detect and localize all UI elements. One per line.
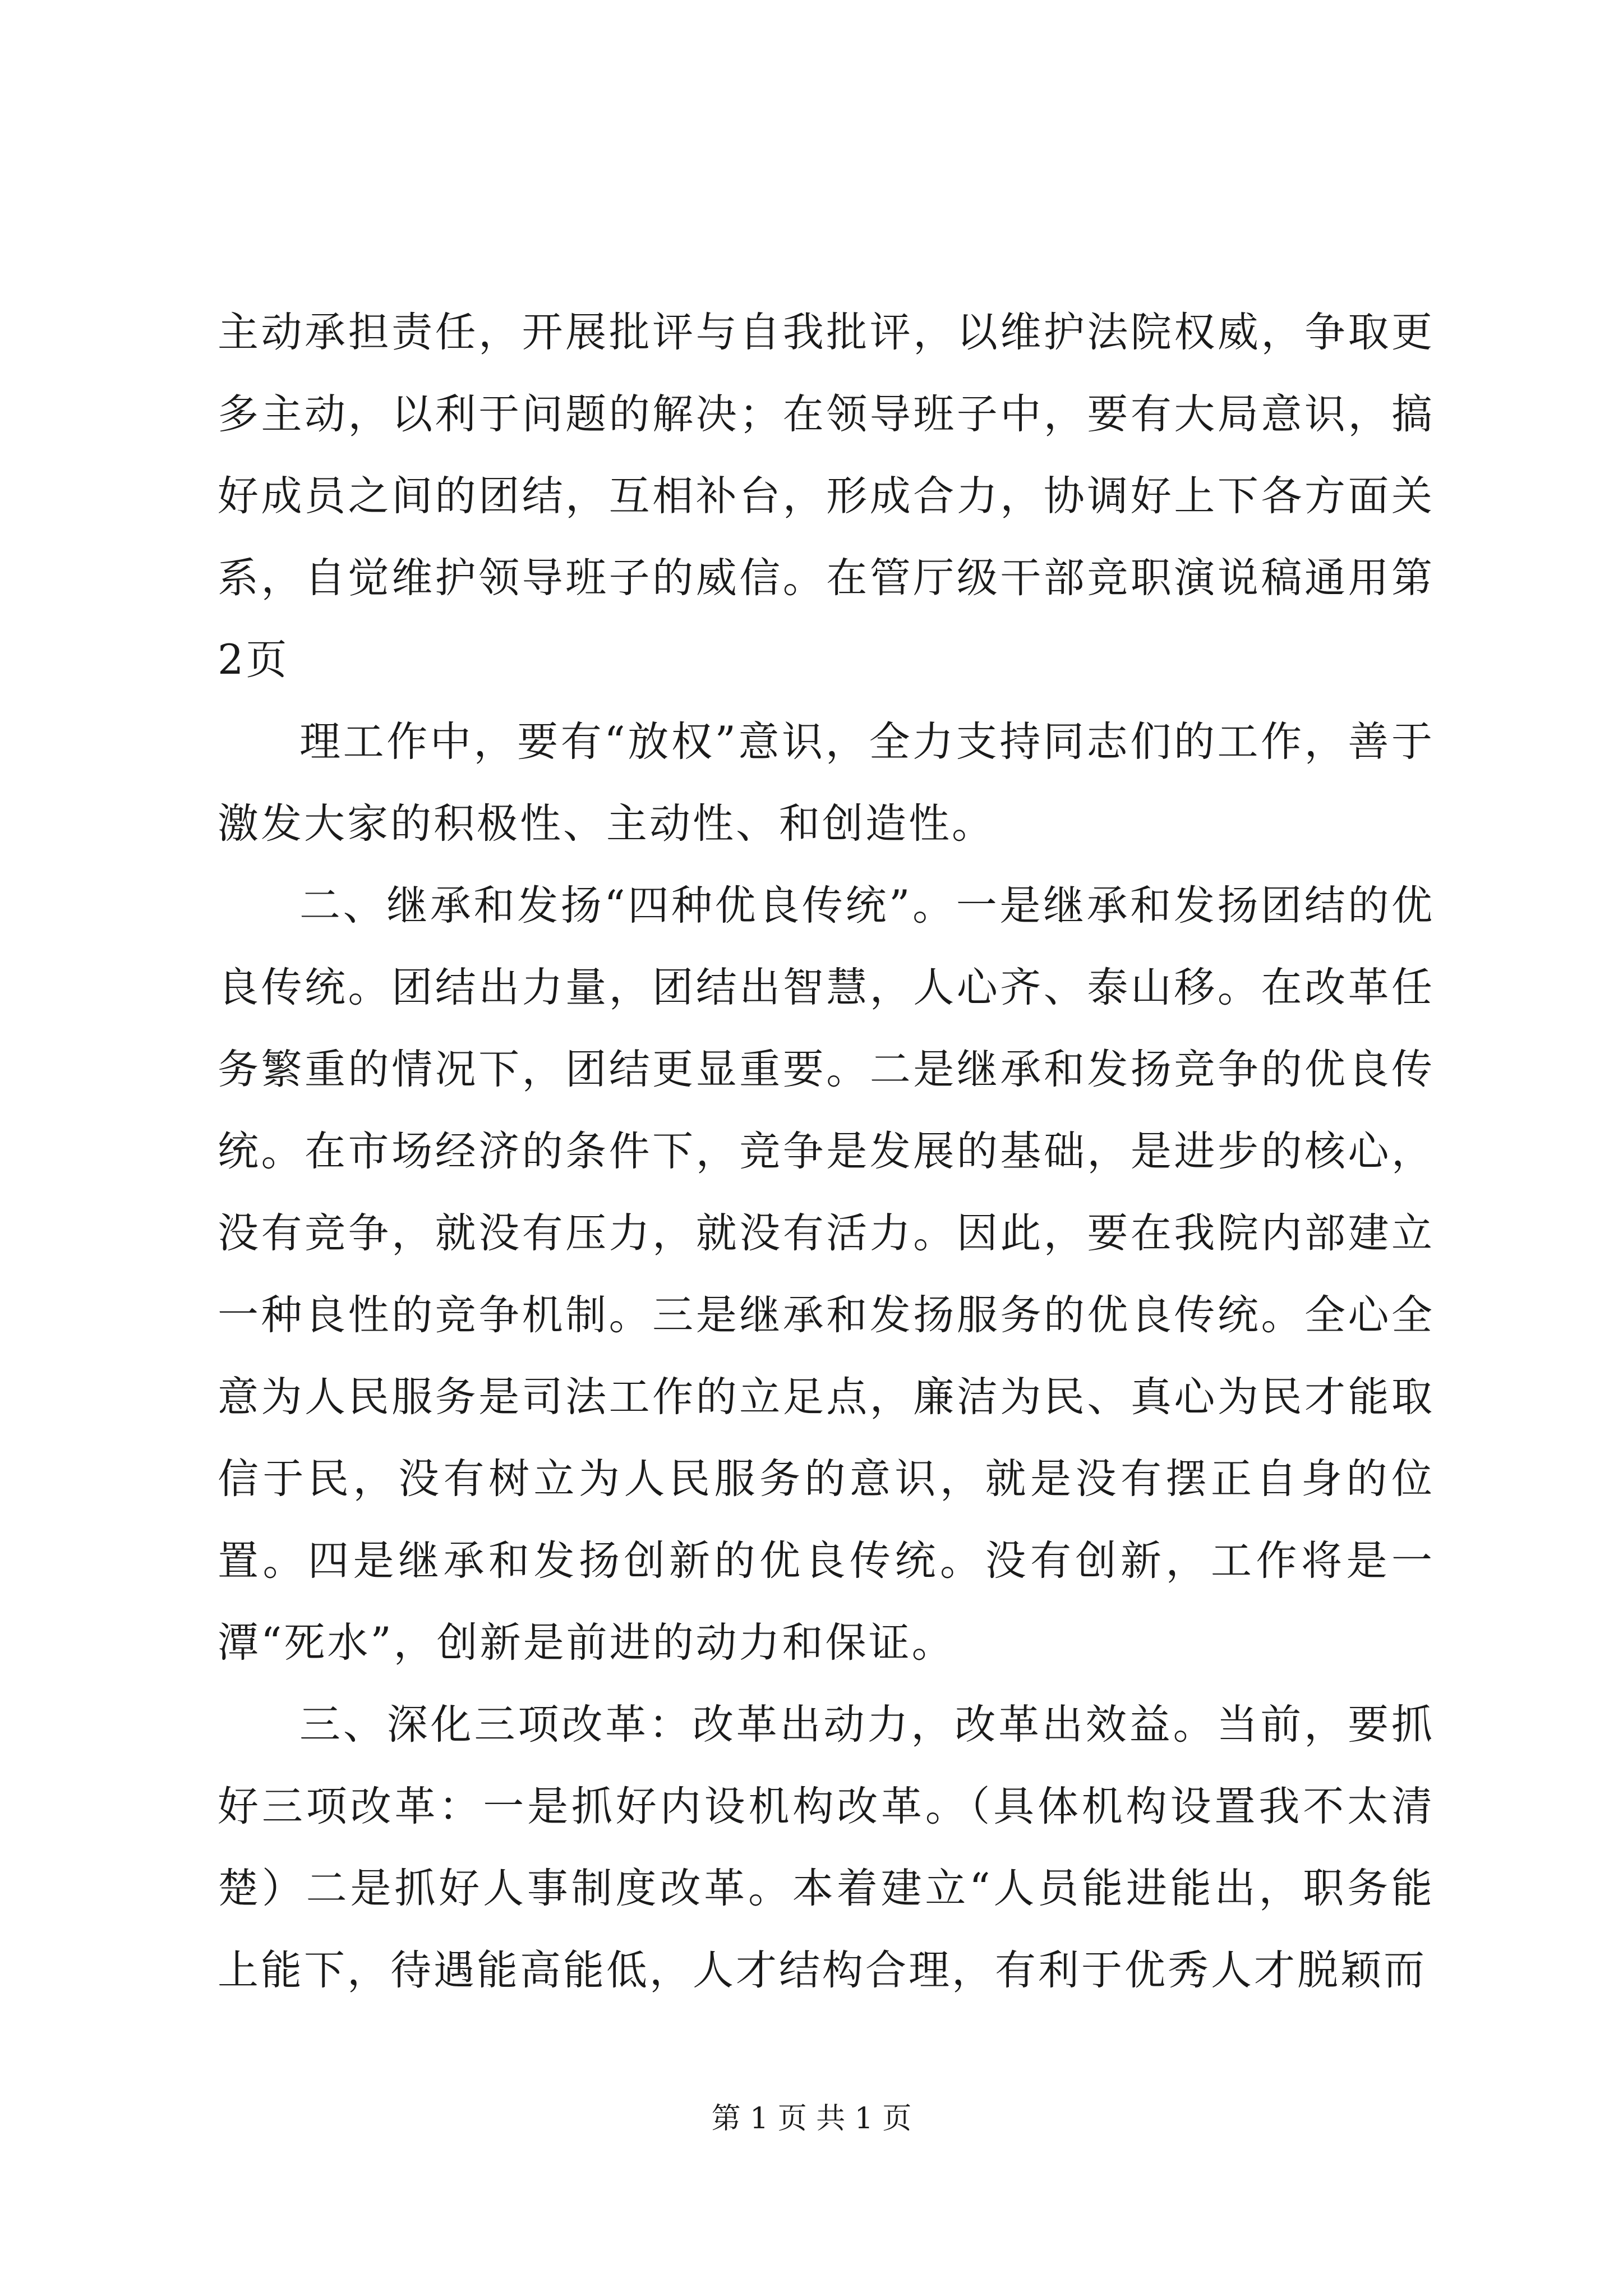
- paragraph-4: 三、深化三项改革：改革出动力，改革出效益。当前，要抓好三项改革：一是抓好内设机构改革。（具体机构设置我不太清楚）二是抓好人事制度改革。本着建立“人员能进能出，职务能上能下，待遇能高能低，人才结构合理，有利于优秀人才脱颖而: [218, 1701, 1435, 1994]
- document-body: [218, 292, 1435, 2012]
- paragraph-2: 理工作中，要有“放权”意识，全力支持同志们的工作，善于激发大家的积极性、主动性、和创造性。: [218, 718, 1435, 848]
- paragraph-1: 主动承担责任，开展批评与自我批评，以维护法院权威，争取更多主动，以利于问题的解决；在领导班子中，要有大局意识，搞好成员之间的团结，互相补台，形成合力，协调好上下各方面关系，自觉维护领导班子的威信。在管厅级干部竞职演说稿通用第2页: [218, 309, 1435, 684]
- paragraph-3: 二、继承和发扬“四种优良传统”。一是继承和发扬团结的优良传统。团结出力量，团结出智慧，人心齐、泰山移。在改革任务繁重的情况下，团结更显重要。二是继承和发扬竞争的优良传统。在市场经济的条件下，竞争是发展的基础，是进步的核心，没有竞争，就没有压力，就没有活力。因此，要在我院内部建立一种良性的竞争机制。三是继承和发扬服务的优良传统。全心全意为人民服务是司法工作的立足点，廉洁为民、真心为民才能取信于民，没有树立为人民服务的意识，就是没有摆正自身的位置。四是继承和发扬创新的优良传统。没有创新，工作将是一潭“死水”，创新是前进的动力和保证。: [218, 882, 1435, 1667]
- page-footer: 第 1 页 共 1 页: [711, 2102, 912, 2136]
